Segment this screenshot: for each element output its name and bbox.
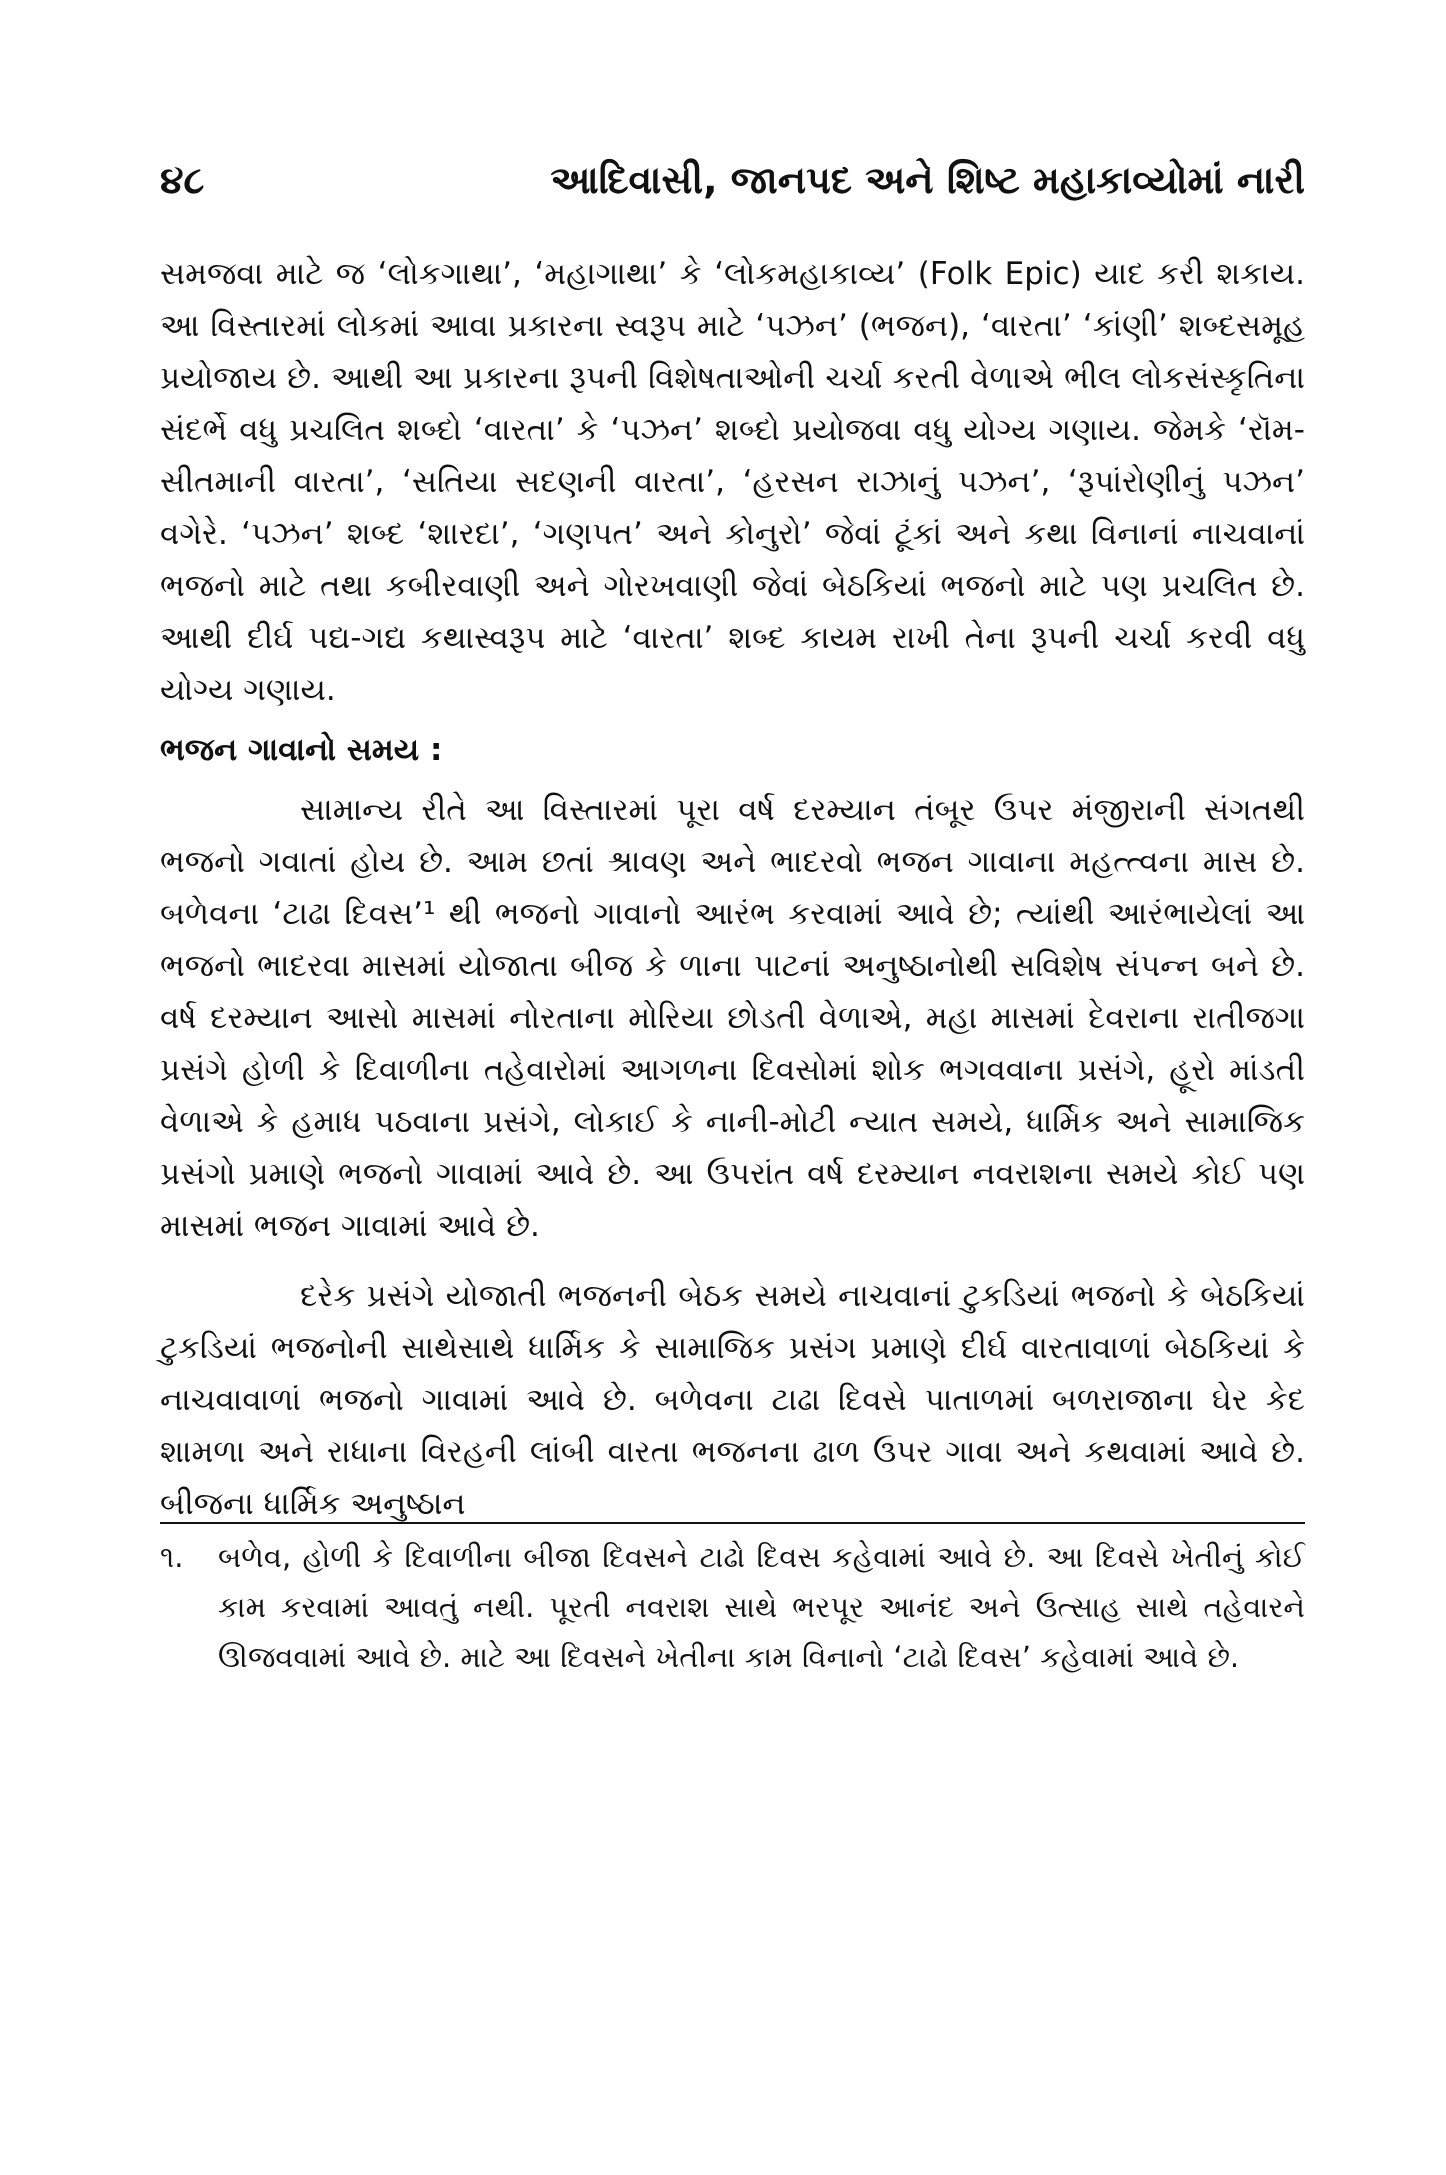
page-header <box>160 150 1305 210</box>
paragraph: સામાન્ય રીતે આ વિસ્તારમાં પૂરા વર્ષ દરમ્યાન તંબૂર ઉપર મંજીરાની સંગતથી ભજનો ગવાતાં હોય છે. આમ છતાં શ્રાવણ અને ભાદરવો ભજન ગાવાના મહત્ત્વના માસ છે. બળેવના ‘ટાઢા દિવસ’¹ થી ભજનો ગાવાનો આરંભ કરવામાં આવે છે; ત્યાંથી આરંભાયેલાં આ ભજનો ભાદરવા માસમાં યોજાતા બીજ કે ળાના પાટનાં અનુષ્ઠાનોથી સવિશેષ સંપન્ન બને છે. વર્ષ દરમ્યાન આસો માસમાં નોરતાના મોરિયા છોડતી વેળાએ, મહા માસમાં દેવરાના રાતીજગા પ્રસંગે હોળી કે દિવાળીના તહેવારોમાં આગળના દિવસોમાં શોક ભગવવાના પ્રસંગે, હૂરો માંડતી વેળાએ કે હમાધ પઠવાના પ્રસંગે, લોકાઈ કે નાની-મોટી ન્યાત સમયે, ધાર્મિક અને સામાજિક પ્રસંગો પ્રમાણે ભજનો ગાવામાં આવે છે. આ ઉપરાંત વર્ષ દરમ્યાન નવરાશના સમયે કોઈ પણ માસમાં ભજન ગાવામાં આવે છે. <box>160 792 1305 1244</box>
footnote-number: ૧. <box>160 1540 184 1574</box>
footnote-divider <box>160 1522 1305 1524</box>
page-body <box>160 248 1305 1530</box>
footnote <box>160 1532 1305 1682</box>
page-number: ૪૮ <box>160 157 205 202</box>
paragraph-continuation: સમજવા માટે જ ‘લોકગાથા’, ‘મહાગાથા’ કે ‘લોકમહાકાવ્ય’ (Folk Epic) યાદ કરી શકાય. આ વિસ્તારમાં લોકમાં આવા પ્રકારના સ્વરૂપ માટે ‘પઝન’ (ભજન), ‘વારતા’ ‘કાંણી’ શબ્દસમૂહ પ્રયોજાય છે. આથી આ પ્રકારના રૂપની વિશેષતાઓની ચર્ચા કરતી વેળાએ ભીલ લોકસંસ્કૃતિના સંદર્ભે વધુ પ્રચલિત શબ્દો ‘વારતા’ કે ‘પઝન’ શબ્દો પ્રયોજવા વધુ યોગ્ય ગણાય. જેમકે ‘રૉમ-સીતમાની વારતા’, ‘સતિયા સદણની વારતા’, ‘હરસન રાઝાનું પઝન’, ‘રૂપાંરોણીનું પઝન’ વગેરે. ‘પઝન’ શબ્દ ‘શારદા’, ‘ગણપત’ અને કોનુરો’ જેવાં ટૂંકાં અને કથા વિનાનાં નાચવાનાં ભજનો માટે તથા કબીરવાણી અને ગોરખવાણી જેવાં બેઠકિયાં ભજનો માટે પણ પ્રચલિત છે. આથી દીર્ઘ પદ્ય-ગદ્ય કથાસ્વરૂપ માટે ‘વારતા’ શબ્દ કાયમ રાખી તેના રૂપની ચર્ચા કરવી વધુ યોગ્ય ગણાય. <box>160 256 1305 708</box>
paragraph: દરેક પ્રસંગે યોજાતી ભજનની બેઠક સમયે નાચવાનાં ટુકડિયાં ભજનો કે બેઠકિયાં ટુકડિયાં ભજનોની સાથેસાથે ધાર્મિક કે સામાજિક પ્રસંગ પ્રમાણે દીર્ઘ વારતાવાળાં બેઠકિયાં કે નાચવાવાળાં ભજનો ગાવામાં આવે છે. બળેવના ટાઢા દિવસે પાતાળમાં બળરાજાના ઘેર કેદ શામળા અને રાધાના વિરહની લાંબી વારતા ભજનના ઢાળ ઉપર ગાવા અને કથવામાં આવે છે. બીજના ધાર્મિક અનુષ્ઠાન <box>160 1278 1305 1522</box>
section-heading: ભજન ગાવાનો સમય : <box>160 732 443 768</box>
footnote-text: બળેવ, હોળી કે દિવાળીના બીજા દિવસને ટાઢો દિવસ કહેવામાં આવે છે. આ દિવસે ખેતીનું કોઈ કામ કરવામાં આવતું નથી. પૂરતી નવરાશ સાથે ભરપૂર આનંદ અને ઉત્સાહ સાથે તહેવારને ઊજવવામાં આવે છે. માટે આ દિવસને ખેતીના કામ વિનાનો ‘ટાઢો દિવસ’ કહેવામાં આવે છે. <box>218 1540 1305 1674</box>
running-title: આદિવાસી, જાનપદ અને શિષ્ટ મહાકાવ્યોમાં નારી <box>550 157 1305 202</box>
